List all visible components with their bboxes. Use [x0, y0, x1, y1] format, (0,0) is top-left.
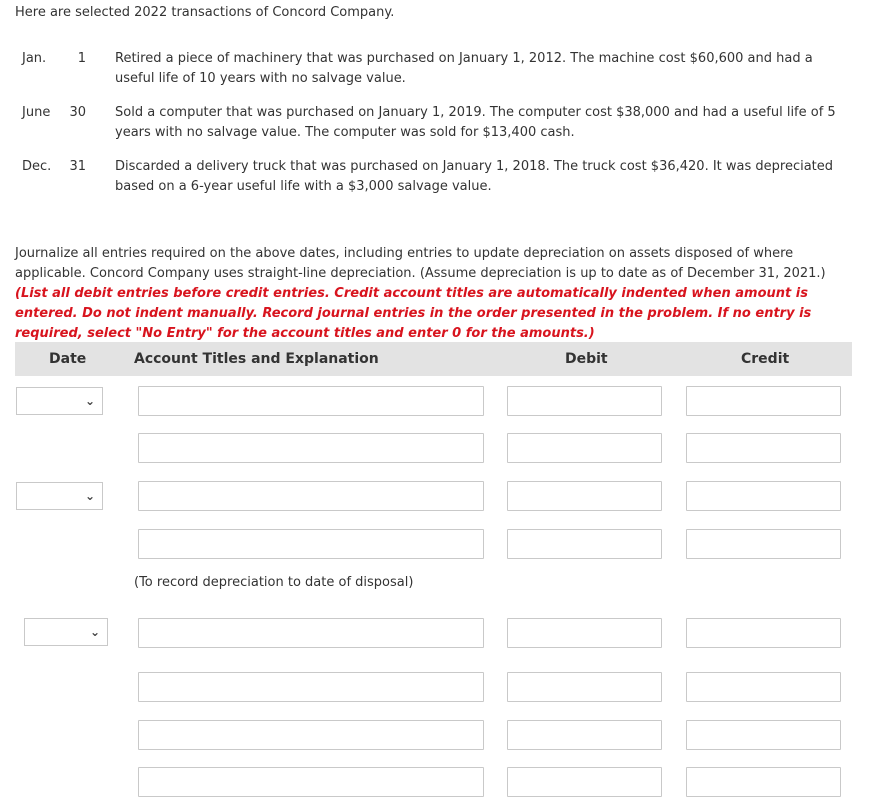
debit-input[interactable]: [507, 433, 662, 463]
header-account: Account Titles and Explanation: [134, 351, 379, 367]
account-input[interactable]: [138, 433, 484, 463]
account-input[interactable]: [138, 767, 484, 797]
account-input[interactable]: [138, 386, 484, 416]
debit-input[interactable]: [507, 672, 662, 702]
tx-day: 1: [77, 51, 86, 66]
tx-description: Sold a computer that was purchased on January 1, 2019. The computer cost $38,000 and had a useful life of 5 years with no salvage value. The computer was sold for $13,400 cash.: [115, 105, 836, 140]
entry-note: (To record depreciation to date of disposal): [134, 575, 414, 590]
credit-input[interactable]: [686, 386, 841, 416]
chevron-down-icon: ⌄: [84, 489, 95, 503]
header-credit: Credit: [741, 351, 790, 367]
tx-day: 30: [69, 105, 86, 120]
debit-input[interactable]: [507, 720, 662, 750]
tx-description: Discarded a delivery truck that was purchased on January 1, 2018. The truck cost $36,420. It was depreciated based on a 6-year useful life with a $3,000 salvage value.: [115, 159, 834, 194]
instructions: [15, 244, 860, 344]
credit-input[interactable]: [686, 720, 841, 750]
credit-input[interactable]: [686, 481, 841, 511]
credit-input[interactable]: [686, 618, 841, 648]
tx-month: June: [22, 105, 51, 120]
header-date: Date: [49, 351, 87, 367]
date-select[interactable]: [24, 618, 108, 646]
date-select[interactable]: [16, 387, 103, 415]
account-input[interactable]: [138, 529, 484, 559]
intro-text: Here are selected 2022 transactions of Concord Company.: [15, 5, 395, 20]
credit-input[interactable]: [686, 672, 841, 702]
debit-input[interactable]: [507, 529, 662, 559]
debit-input[interactable]: [507, 481, 662, 511]
credit-input[interactable]: [686, 529, 841, 559]
credit-input[interactable]: [686, 767, 841, 797]
account-input[interactable]: [138, 672, 484, 702]
instructions-plain: Journalize all entries required on the above dates, including entries to update depreciation on assets disposed of where applicable. Concord Company uses straight-line depreciation. (Assume depreciation is up to date as of December 31, 2021.): [15, 246, 826, 281]
tx-month: Jan.: [22, 51, 47, 66]
credit-input[interactable]: [686, 433, 841, 463]
account-input[interactable]: [138, 618, 484, 648]
chevron-down-icon: ⌄: [84, 394, 95, 408]
tx-day: 31: [69, 159, 86, 174]
account-input[interactable]: [138, 481, 484, 511]
date-select[interactable]: [16, 482, 103, 510]
tx-description: Retired a piece of machinery that was purchased on January 1, 2012. The machine cost $60,600 and had a useful life of 10 years with no salvage value.: [115, 51, 813, 86]
tx-month: Dec.: [22, 159, 52, 174]
header-debit: Debit: [565, 351, 608, 367]
debit-input[interactable]: [507, 618, 662, 648]
debit-input[interactable]: [507, 386, 662, 416]
instructions-red: (List all debit entries before credit entries. Credit account titles are automatically indented when amount is entered. Do not indent manually. Record journal entries in the order presented in the problem. If no entry is required, select "No Entry" for the account titles and enter 0 for the amounts.): [15, 286, 812, 341]
account-input[interactable]: [138, 720, 484, 750]
chevron-down-icon: ⌄: [89, 625, 100, 639]
debit-input[interactable]: [507, 767, 662, 797]
